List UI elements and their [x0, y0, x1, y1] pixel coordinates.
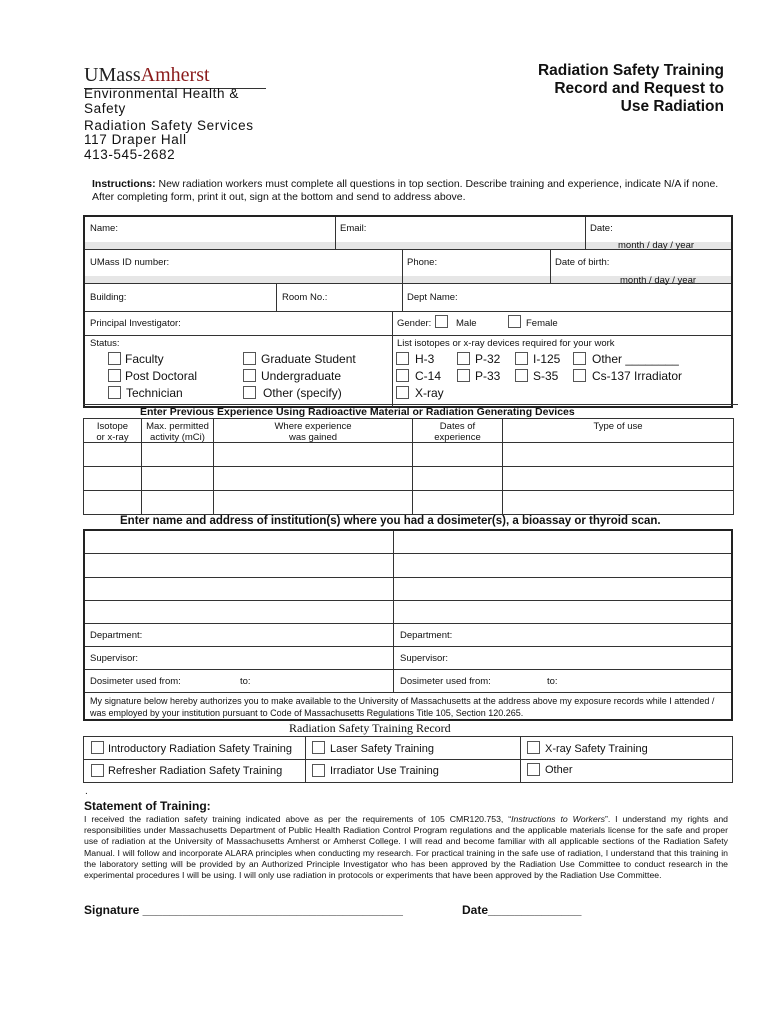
undergraduate-checkbox[interactable] — [243, 369, 256, 382]
post-doctoral-checkbox[interactable] — [108, 369, 121, 382]
laser-training-label: Laser Safety Training — [330, 743, 434, 755]
signature-date[interactable]: Date______________ — [462, 903, 582, 917]
col-type-of-use: Type of use — [593, 421, 643, 432]
refresher-training-label: Refresher Radiation Safety Training — [108, 765, 283, 777]
page-title — [440, 62, 724, 116]
pi-label: Principal Investigator: — [90, 318, 181, 329]
faculty-label: Faculty — [125, 352, 164, 366]
other-isotope-checkbox[interactable] — [573, 352, 586, 365]
dept-label: Dept Name: — [407, 292, 458, 303]
instructions-text: New radiation workers must complete all questions in top section. Describe training and experience, indicate N/A if none. After completing form, print it out, sign at the bottom and send to address above. — [92, 178, 719, 203]
intro-training-label: Introductory Radiation Safety Training — [108, 743, 293, 755]
male-label: Male — [456, 318, 477, 329]
i125-label: I-125 — [533, 352, 561, 366]
department-right-label: Department: — [400, 630, 453, 641]
statement-heading: Statement of Training: — [84, 799, 211, 813]
gender-label: Gender: — [397, 318, 432, 329]
logo-amherst: Amherst — [140, 64, 210, 86]
other-status-checkbox[interactable] — [243, 386, 256, 399]
room-field[interactable] — [332, 287, 398, 309]
post-doctoral-label: Post Doctoral — [125, 369, 198, 383]
other-training-label: Other — [545, 764, 573, 776]
supervisor-right-label: Supervisor: — [400, 653, 449, 664]
umass-id-field[interactable] — [180, 252, 398, 274]
name-label: Name: — [90, 223, 118, 234]
male-checkbox[interactable] — [435, 315, 448, 328]
title-line-3: Use Radiation — [620, 98, 724, 115]
dept-line-1: Environmental Health & — [84, 86, 240, 101]
room-label: Room No.: — [282, 292, 328, 303]
other-isotope-label: Other ________ — [592, 352, 679, 366]
graduate-student-label: Graduate Student — [261, 352, 356, 366]
experience-heading: Enter Previous Experience Using Radioactive Material or Radiation Generating Devices — [140, 406, 575, 418]
dosimeter-to-left-label: to: — [240, 676, 251, 687]
p33-checkbox[interactable] — [457, 369, 470, 382]
email-label: Email: — [340, 223, 367, 234]
statement-text: I received the radiation safety training indicated above as per the requirements of 105 CMR120.753, “Instructions to Workers”. I understand my rights and responsibilities under Massachusetts Department of Public Health Radiation Control Program regulations and the applicable materials license for the safe and proper use of radiation at the University of Massachusetts Amherst or Amherst College. I will read and become familiar with all applicable sections of the Radiation Safety Manual. I will follow and incorporate ALARA principles when conducting my research. For practical training in the safe use of radiation, I understand that this training in the laboratory setting will be provided by an Authorized Principle Investigator who has been approved by the Radiation Use Committee to conduct research in the experimental procedures I will be using. I will only use radiation in protocols or experiments that have been approved by the Radiation Use Committee. — [84, 814, 728, 881]
female-label: Female — [526, 318, 558, 329]
xray-training-label: X-ray Safety Training — [545, 743, 648, 755]
col-isotope: Isotope or x-ray — [96, 421, 129, 443]
female-checkbox[interactable] — [508, 315, 521, 328]
experience-cell[interactable] — [85, 444, 140, 465]
title-line-1: Radiation Safety Training — [537, 62, 724, 79]
h3-checkbox[interactable] — [396, 352, 409, 365]
undergraduate-label: Undergraduate — [261, 369, 342, 383]
email-field[interactable] — [370, 219, 582, 241]
cs137-label: Cs-137 Irradiator — [592, 369, 683, 383]
dosimeter-to-right-label: to: — [547, 676, 558, 687]
graduate-student-checkbox[interactable] — [243, 352, 256, 365]
cs137-checkbox[interactable] — [573, 369, 586, 382]
date-field[interactable] — [615, 219, 727, 241]
dob-field[interactable] — [620, 252, 728, 274]
experience-cell[interactable] — [215, 444, 411, 465]
irradiator-training-checkbox[interactable] — [312, 764, 325, 777]
statement-dot: . — [85, 786, 88, 797]
xray-checkbox[interactable] — [396, 386, 409, 399]
name-field[interactable] — [120, 219, 332, 241]
s35-label: S-35 — [533, 369, 559, 383]
supervisor-left-label: Supervisor: — [90, 653, 139, 664]
other-status-label: Other (specify) — [263, 386, 342, 400]
signature-line[interactable]: Signature _______________________________________ — [84, 903, 403, 917]
irradiator-training-label: Irradiator Use Training — [330, 765, 439, 777]
xray-label: X-ray — [415, 386, 444, 400]
address: 117 Draper Hall — [84, 132, 187, 147]
c14-label: C-14 — [415, 369, 442, 383]
pi-field[interactable] — [190, 314, 388, 334]
refresher-training-checkbox[interactable] — [91, 764, 104, 777]
col-dates: Dates of experience — [434, 421, 481, 443]
technician-checkbox[interactable] — [108, 386, 121, 399]
s35-checkbox[interactable] — [515, 369, 528, 382]
dob-label: Date of birth: — [555, 257, 610, 268]
phone-field[interactable] — [445, 252, 547, 274]
phone-label: Phone: — [407, 257, 438, 268]
dept-field[interactable] — [465, 287, 727, 309]
isotopes-label: List isotopes or x-ray devices required for your work — [397, 338, 615, 349]
i125-checkbox[interactable] — [515, 352, 528, 365]
other-training-checkbox[interactable] — [527, 763, 540, 776]
institution-right-field[interactable] — [396, 533, 729, 621]
title-line-2: Record and Request to — [554, 80, 724, 97]
h3-label: H-3 — [415, 352, 435, 366]
dosimeter-from-right-label: Dosimeter used from: — [400, 676, 491, 687]
experience-cell[interactable] — [504, 444, 732, 465]
date-label: Date: — [590, 223, 613, 234]
dosimeter-heading: Enter name and address of institution(s) where you had a dosimeter(s), a bioassay or thyroid scan. — [120, 515, 661, 527]
department-left-label: Department: — [90, 630, 143, 641]
dept-line-2: Safety — [84, 101, 126, 116]
p32-checkbox[interactable] — [457, 352, 470, 365]
training-heading: Radiation Safety Training Record — [289, 721, 451, 735]
date-format-hint: month / day / year — [618, 240, 695, 251]
technician-label: Technician — [126, 386, 183, 400]
intro-training-checkbox[interactable] — [91, 741, 104, 754]
dob-format-hint: month / day / year — [620, 275, 697, 286]
col-max-activity: Max. permitted activity (mCi) — [146, 421, 209, 443]
umass-id-label: UMass ID number: — [90, 257, 170, 268]
status-label: Status: — [90, 338, 120, 349]
building-label: Building: — [90, 292, 127, 303]
service-name: Radiation Safety Services — [84, 118, 254, 133]
logo-umass: UMass — [84, 64, 141, 86]
dosimeter-from-left-label: Dosimeter used from: — [90, 676, 181, 687]
c14-checkbox[interactable] — [396, 369, 409, 382]
phone-number: 413-545-2682 — [84, 147, 176, 162]
col-where: Where experience was gained — [274, 421, 352, 443]
building-field[interactable] — [135, 287, 273, 309]
instructions — [92, 178, 728, 204]
faculty-checkbox[interactable] — [108, 352, 121, 365]
laser-training-checkbox[interactable] — [312, 741, 325, 754]
institution-left-field[interactable] — [87, 533, 390, 621]
experience-cell[interactable] — [414, 444, 501, 465]
p32-label: P-32 — [475, 352, 501, 366]
instructions-label: Instructions: — [92, 178, 156, 190]
p33-label: P-33 — [475, 369, 501, 383]
xray-training-checkbox[interactable] — [527, 741, 540, 754]
authorization-text: My signature below hereby authorizes you to make available to the University of Massachusetts at the address above my exposure records while I attended / was employed by your institution pursuant to Code of Massachusetts Regulations Title 105, Section 120.265. — [90, 696, 715, 718]
experience-cell[interactable] — [143, 444, 212, 465]
